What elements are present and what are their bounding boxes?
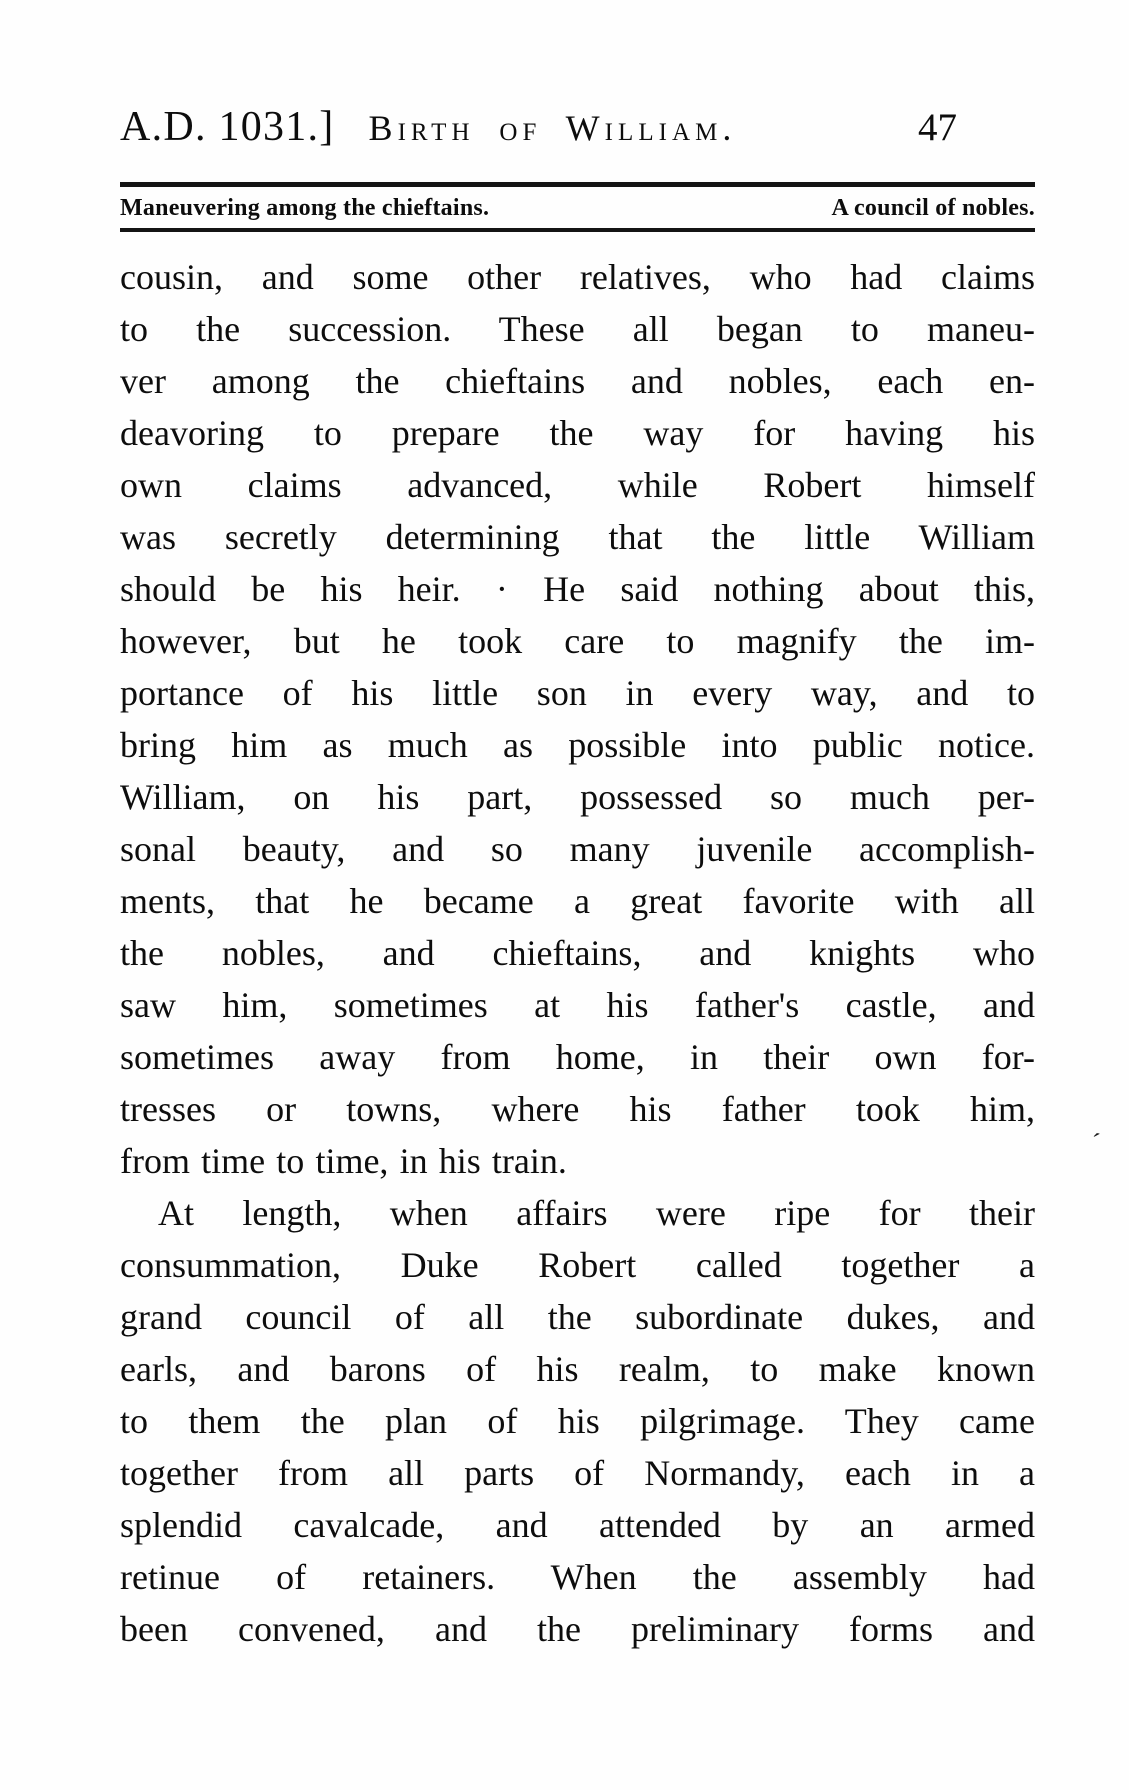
text-line: saw him, sometimes at his father's castle, and (120, 985, 1035, 1025)
text-line: from time to time, in his train. (120, 1141, 567, 1181)
text-line: been convened, and the preliminary forms and (120, 1609, 1035, 1649)
text-line: William, on his part, possessed so much per- (120, 777, 1035, 817)
text-line: bring him as much as possible into public notice. (120, 725, 1035, 765)
text-line: ments, that he became a great favorite with all (120, 881, 1035, 921)
text-line: tresses or towns, where his father took him, (120, 1089, 1035, 1129)
text-line: to them the plan of his pilgrimage. They came (120, 1401, 1035, 1441)
text-line: sonal beauty, and so many juvenile accomplish- (120, 829, 1035, 869)
text-line: cousin, and some other relatives, who had claims (120, 257, 1035, 297)
text-line: sometimes away from home, in their own for- (120, 1037, 1035, 1077)
text-line: to the succession. These all began to maneu- (120, 309, 1035, 349)
text-line: deavoring to prepare the way for having his (120, 413, 1035, 453)
text-line: however, but he took care to magnify the im- (120, 621, 1035, 661)
text-line: together from all parts of Normandy, each in a (120, 1453, 1035, 1493)
running-heads (120, 195, 1035, 222)
text-line: retinue of retainers. When the assembly had (120, 1557, 1035, 1597)
page-body (120, 251, 1035, 1655)
text-line: At length, when affairs were ripe for their (158, 1193, 1035, 1233)
text-line: was secretly determining that the little William (120, 517, 1035, 557)
horizontal-rule-top (120, 182, 1035, 187)
scan-artifact-mark: ´ (1089, 1127, 1102, 1158)
text-line: the nobles, and chieftains, and knights who (120, 933, 1035, 973)
text-line: grand council of all the subordinate dukes, and (120, 1297, 1035, 1337)
page-header (120, 103, 1035, 151)
header-date-label: A.D. 1031.] (120, 104, 335, 150)
header-chapter-title: Birth of William. (368, 108, 737, 148)
text-line: own claims advanced, while Robert himself (120, 465, 1035, 505)
page-number: 47 (918, 106, 957, 149)
horizontal-rule-bottom (120, 228, 1035, 232)
text-line: earls, and barons of his realm, to make known (120, 1349, 1035, 1389)
text-line: portance of his little son in every way, and to (120, 673, 1035, 713)
text-line: should be his heir. · He said nothing about this, (120, 569, 1035, 609)
running-head-right: A council of nobles. (831, 195, 1035, 221)
text-line: ver among the chieftains and nobles, each en- (120, 361, 1035, 401)
text-line: splendid cavalcade, and attended by an armed (120, 1505, 1035, 1545)
text-line: consummation, Duke Robert called together a (120, 1245, 1035, 1285)
running-head-left: Maneuvering among the chieftains. (120, 195, 490, 221)
